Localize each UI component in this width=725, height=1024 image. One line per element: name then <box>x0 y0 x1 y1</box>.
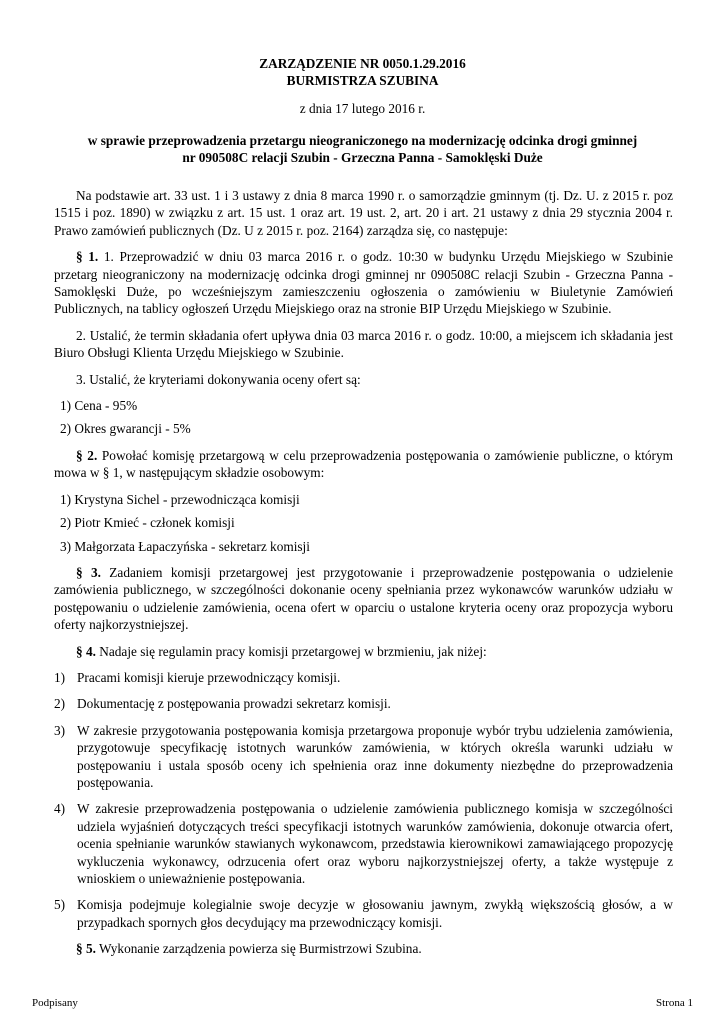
rule-number: 5) <box>54 897 66 913</box>
rule-text: W zakresie przeprowadzenia postępowania o udzielenie zamówienia publicznego komisja w szczególności udziela wyjaśnień dotyczących treści specyfikacji istotnych warunków zamówienia, dokonuje otwarcia ofert, ocenia spełnianie warunków stawianych wykonawcom, przedstawia kierownikowi zamawiającego propozycję wykluczenia wykonawcy, odrzucenia ofert oraz wyboru najkorzystniejszej oferty, a także występuje z wnioskiem o unieważnienie postępowania. <box>77 801 673 886</box>
section-1-paragraph-1 <box>54 248 673 318</box>
section-1-paragraph-3: 3. Ustalić, że kryteriami dokonywania oceny ofert są: <box>76 371 361 387</box>
section-3-text: Zadaniem komisji przetargowej jest przygotowanie i przeprowadzenie postępowania o udzielenie zamówienia publicznego, w szczególności dokonanie oceny spełniania przez wykonawców warunków udziału w postępowaniu o udzielenie zamówienia, ocena ofert w oparciu o ustalone kryteria oceny oraz propozycja wyboru oferty najkorzystniejszej. <box>54 564 673 633</box>
rule-item <box>54 722 673 792</box>
section-4-mark: § 4. <box>76 643 96 659</box>
section-5-paragraph <box>54 940 673 957</box>
subject-line-2: nr 090508C relacji Szubin - Grzeczna Panna - Samoklęski Duże <box>182 150 543 166</box>
rule-number: 2) <box>54 696 66 712</box>
section-2-mark: § 2. <box>76 447 98 463</box>
rule-item <box>54 896 673 931</box>
section-1-paragraph-2: 2. Ustalić, że termin składania ofert upływa dnia 03 marca 2016 r. o godz. 10:00, a miejscem ich składania jest Biuro Obsługi Klienta Urzędu Miejskiego w Szubinie. <box>54 327 673 361</box>
document-date: z dnia 17 lutego 2016 r. <box>299 101 426 116</box>
criteria-item: 2) Okres gwarancji - 5% <box>60 421 191 437</box>
section-1-mark: § 1. <box>76 249 99 265</box>
section-2-paragraph <box>54 447 673 482</box>
section-4-paragraph <box>54 643 673 660</box>
document-body <box>54 187 673 967</box>
rule-item <box>54 669 673 686</box>
criteria-item: 1) Cena - 95% <box>60 398 138 414</box>
footer-signed-label: Podpisany <box>32 997 78 1009</box>
member-item: 1) Krystyna Sichel - przewodnicząca komisji <box>60 491 300 507</box>
section-5-text: Wykonanie zarządzenia powierza się Burmistrzowi Szubina. <box>95 941 422 957</box>
section-4-text: Nadaje się regulamin pracy komisji przetargowej w brzmieniu, jak niżej: <box>95 643 487 659</box>
member-item: 3) Małgorzata Łapaczyńska - sekretarz komisji <box>60 538 310 554</box>
section-3-mark: § 3. <box>76 564 101 580</box>
rule-text: Pracami komisji kieruje przewodniczący komisji. <box>77 669 341 685</box>
section-1-text: 1. Przeprowadzić w dniu 03 marca 2016 r. o godz. 10:30 w budynku Urzędu Miejskiego w Szubinie przetarg nieograniczony na modernizację odcinka drogi gminnej nr 090508C relacji Szubin - Grzeczna Panna - Samoklęski Duże, po wcześniejszym zamieszczeniu ogłoszenia o zamówieniu w Biuletynie Zamówień Publicznych, na tablicy ogłoszeń Urzędu Miejskiego oraz na stronie BIP Urzędu Miejskiego w Szubinie. <box>54 249 673 317</box>
rule-text: Komisja podejmuje kolegialnie swoje decyzje w głosowaniu jawnym, zwykłą większością głosów, a w przypadkach spornych głos decydujący ma przewodniczący komisji. <box>77 897 673 930</box>
preamble: Na podstawie art. 33 ust. 1 i 3 ustawy z dnia 8 marca 1990 r. o samorządzie gminnym (tj. Dz. U. z 2015 r. poz 1515 i poz. 1890) w związku z art. 15 ust. 1 oraz art. 19 ust. 2, art. 20 i art. 21 ustawy z dnia 29 stycznia 2004 r. Prawo zamówień publicznych (Dz. U z 2015 r. poz. 2164) zarządza się, co następuje: <box>54 188 673 238</box>
rule-text: W zakresie przygotowania postępowania komisja przetargowa proponuje wybór trybu udzielenia zamówienia, przygotowuje specyfikację istotnych warunków zamówienia, w których określa warunki udziału w postępowaniu i ustala sposób oceny ich spełnienia oraz inne dokumenty niezbędne do przeprowadzenia postępowania. <box>77 722 673 790</box>
rule-text: Dokumentację z postępowania prowadzi sekretarz komisji. <box>77 696 391 712</box>
rule-number: 4) <box>54 801 66 817</box>
section-3-paragraph <box>54 564 673 634</box>
member-item: 2) Piotr Kmieć - członek komisji <box>60 515 235 531</box>
rule-number: 1) <box>54 669 66 685</box>
title-line-2: BURMISTRZA SZUBINA <box>286 73 439 89</box>
rule-item <box>54 800 673 887</box>
section-5-mark: § 5. <box>76 941 96 957</box>
rule-item <box>54 695 673 712</box>
document-title <box>0 55 725 90</box>
title-line-1: ZARZĄDZENIE NR 0050.1.29.2016 <box>259 56 466 71</box>
rule-number: 3) <box>54 722 66 738</box>
footer-page-number: Strona 1 <box>656 997 693 1009</box>
document-subject <box>0 132 725 167</box>
section-2-text: Powołać komisję przetargową w celu przeprowadzenia postępowania o zamówienie publiczne, o którym mowa w § 1, w następującym składzie osobowym: <box>54 447 673 481</box>
subject-line-1: w sprawie przeprowadzenia przetargu nieograniczonego na modernizację odcinka drogi gminnej <box>87 133 638 148</box>
